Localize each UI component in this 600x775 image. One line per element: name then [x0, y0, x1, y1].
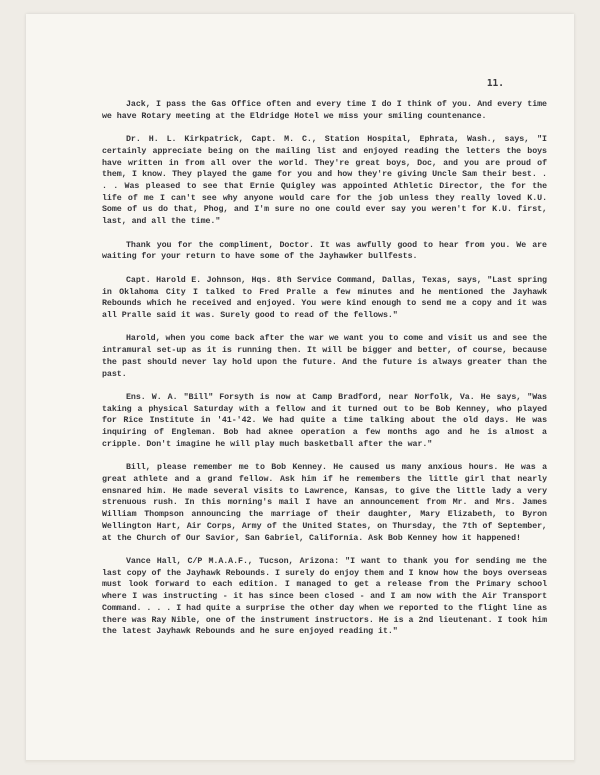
paragraph-5: Harold, when you come back after the war we want you to come and visit us and see the intramural set-up as it is running then. It will be bigger and better, of course, because the past should never lay hold upon the future. And the future is always greater than the past. — [102, 334, 547, 379]
paragraph-7: Bill, please remember me to Bob Kenney. He caused us many anxious hours. He was a great athlete and a grand fellow. Ask him if he remembers the little girl that nearly ensnared him. He made several visits to Lawrence, Kansas, to give the little lady a very strenuous rush. In this morning's mail I have an announcement from Mr. and Mrs. James William Thompson announcing the marriage of their daughter, Mary Elizabeth, to Byron Wellington Hart, Air Corps, Army of the United States, on Thursday, the 7th of September, at the Church of Our Savior, San Gabriel, California. Ask Bob Kenney how it happened! — [102, 463, 547, 543]
document-page — [26, 14, 574, 762]
page-number: 11. — [486, 78, 504, 89]
paragraph-8: Vance Hall, C/P M.A.A.F., Tucson, Arizona: "I want to thank you for sending me the last copy of the Jayhawk Rebounds. I surely do enjoy them and I know how the boys overseas must look forward to each edition. I managed to get a release from the Primary school where I was instructing - it has since been closed - and I am now with the Air Transport Command. . . . I had quite a surprise the other day when we reported to the flight line as there was Ray Nible, one of the instrument instructors. He is a 2nd lieutenant. I took him the latest Jayhawk Rebounds and he sure enjoyed reading it." — [102, 557, 547, 637]
paragraph-2: Dr. H. L. Kirkpatrick, Capt. M. C., Station Hospital, Ephrata, Wash., says, "I certainly appreciate being on the mailing list and enjoyed reading the letters the boys have written in from all over the world. They're great boys, Doc, and you are proud of them, I know. They played the game for you and how they're giving Uncle Sam their best. . . . Was pleased to see that Ernie Quigley was appointed Athletic Director, the for the life of me I can't see why anyone would care for the job unless they really loved K.U. Some of us do that, Phog, and I'm sure no one could ever say you weren't for K.U. first, last, and all the time." — [102, 135, 547, 227]
paragraph-3: Thank you for the compliment, Doctor. It was awfully good to hear from you. We are waiting for your return to have some of the Jayhawker bullfests. — [102, 240, 547, 262]
paragraph-1: Jack, I pass the Gas Office often and every time I do I think of you. And every time we have Rotary meeting at the Eldridge Hotel we miss your smiling countenance. — [102, 100, 547, 121]
paragraph-4: Capt. Harold E. Johnson, Hqs. 8th Service Command, Dallas, Texas, says, "Last spring in Oklahoma City I talked to Fred Pralle a few minutes and he mentioned the Jayhawk Rebounds which he received and enjoyed. You were kind enough to send me a copy and it was all Pralle said it was. Surely good to read of the fellows." — [102, 275, 547, 320]
paragraph-6: Ens. W. A. "Bill" Forsyth is now at Camp Bradford, near Norfolk, Va. He says, "Was taking a physical Saturday with a fellow and it turned out to be Bob Kenney, who played for Rice Institute in '41-'42. We had quite a time talking about the old days. He was inquiring of Engleman. Bob had aknee operation a few months ago and he is almost a cripple. Don't imagine he will play much basketball after the war." — [102, 393, 547, 449]
letter-body — [102, 99, 547, 638]
page-edge-shadow — [26, 760, 574, 764]
